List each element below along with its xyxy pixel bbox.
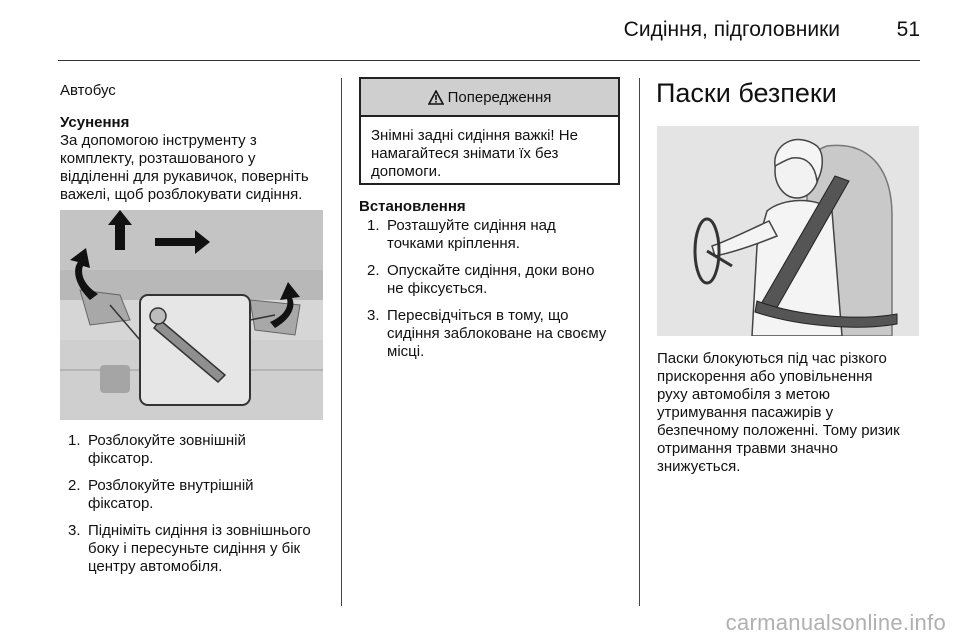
step-number: 1. — [367, 217, 380, 234]
seat-latch-illustration — [60, 210, 323, 420]
body-line: утримування пасажирів у — [657, 404, 834, 421]
step-line: Розблокуйте внутрішній — [88, 477, 254, 494]
page-header-title: Сидіння, підголовники — [623, 18, 840, 41]
step-number: 2. — [367, 262, 380, 279]
step-line: Розблокуйте зовнішній — [88, 432, 246, 449]
body-line: прискорення або уповільнення — [657, 368, 873, 385]
step-line: місці. — [387, 343, 425, 360]
warning-header — [361, 79, 618, 117]
step-line: фіксатор. — [88, 450, 154, 467]
step-line: Розташуйте сидіння над — [387, 217, 556, 234]
body-line: отримання травми значно — [657, 440, 838, 457]
warning-line: допомоги. — [371, 163, 442, 180]
step-line: боку і пересуньте сидіння у бік — [88, 540, 301, 557]
body-line: знижується. — [657, 458, 741, 475]
intro-line-4: важелі, щоб розблокувати сидіння. — [60, 186, 303, 203]
seat-belt-text — [657, 350, 927, 476]
warning-line: намагайтеся знімати їх без — [371, 145, 559, 162]
step-number: 1. — [68, 432, 81, 449]
warning-box — [359, 77, 620, 185]
step-line: Пересвідчіться в тому, що — [387, 307, 569, 324]
step-line: точками кріплення. — [387, 235, 520, 252]
step-number: 3. — [367, 307, 380, 324]
warning-title: Попередження — [447, 88, 552, 106]
body-line: руху автомобіля з метою — [657, 386, 830, 403]
removal-steps — [60, 432, 330, 585]
intro-line-3: відділенні для рукавичок, поверніть — [60, 168, 309, 185]
watermark: carmanualsonline.info — [725, 610, 946, 635]
removal-step-3 — [60, 522, 330, 576]
step-line: Підніміть сидіння із зовнішнього — [88, 522, 311, 539]
warning-text — [361, 117, 618, 181]
body-line: Паски блокуються під час різкого — [657, 350, 887, 367]
warning-line: Знімні задні сидіння важкі! Не — [371, 127, 578, 144]
install-step-1 — [359, 217, 629, 253]
step-line: центру автомобіля. — [88, 558, 223, 575]
page-number: 51 — [896, 18, 920, 41]
warning-triangle-icon — [428, 90, 444, 105]
step-number: 3. — [68, 522, 81, 539]
installation-section — [359, 198, 629, 370]
column-divider-2 — [639, 78, 640, 606]
step-line: сидіння заблоковане на своєму — [387, 325, 607, 342]
body-line: безпечному положенні. Тому ризик — [657, 422, 900, 439]
intro-line-1: За допомогою інструменту з — [60, 132, 257, 149]
section-heading-seat-belts: Паски безпеки — [656, 78, 837, 108]
section-title: Автобус — [60, 82, 116, 99]
step-line: Опускайте сидіння, доки воно — [387, 262, 595, 279]
install-step-2 — [359, 262, 629, 298]
installation-title: Встановлення — [359, 198, 466, 215]
column-1 — [60, 82, 330, 204]
step-line: фіксатор. — [88, 495, 154, 512]
removal-step-1 — [60, 432, 330, 468]
seat-belt-illustration — [657, 126, 919, 336]
step-line: не фіксується. — [387, 280, 488, 297]
subsection-title-removal: Усунення — [60, 114, 130, 131]
removal-step-2 — [60, 477, 330, 513]
column-divider-1 — [341, 78, 342, 606]
header-divider — [58, 60, 920, 61]
step-number: 2. — [68, 477, 81, 494]
install-step-3 — [359, 307, 629, 361]
intro-line-2: комплекту, розташованого у — [60, 150, 256, 167]
